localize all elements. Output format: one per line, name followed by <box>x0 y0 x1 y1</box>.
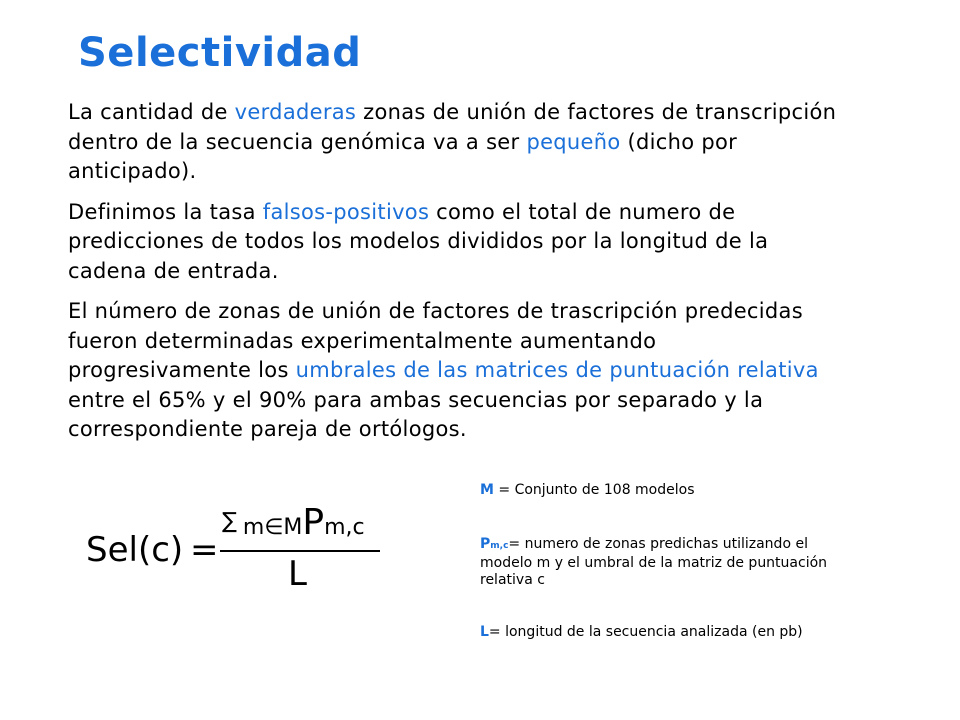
p1-highlight-verdaderas: verdaderas <box>234 100 357 124</box>
page-title: Selectividad <box>78 30 362 76</box>
p1-text-a: La cantidad de <box>68 100 235 124</box>
p3-highlight-umbrales: umbrales de las matrices de puntuación relativa <box>295 358 819 382</box>
p2-text-c: como el total de numero de predicciones de todos los modelos divididos por la longitud de la cadena de entrada. <box>68 199 769 283</box>
legend-item-m <box>480 482 860 499</box>
legend-text-l: = longitud de la secuencia analizada (en pb) <box>488 624 803 640</box>
p3-text-a: El número de zonas de unión de factores de trascripción predecidas fueron determinadas experimentalmente aumentando progresivamente los <box>68 299 803 382</box>
legend-text-m: = Conjunto de 108 modelos <box>493 482 695 498</box>
body-text <box>68 98 838 456</box>
legend-item-l <box>480 624 860 641</box>
p3-text-c: entre el 65% y el 90% para ambas secuencias por separado y la correspondiente pareja de ortólogos. <box>68 387 764 441</box>
p2-text-a: Definimos la tasa <box>68 199 263 224</box>
p2-highlight-falsos-positivos: falsos-positivos <box>262 199 430 224</box>
p1-text-c: zonas de unión de factores de transcripción dentro de la secuencia genómica va a ser <box>68 100 837 154</box>
paragraph-3 <box>68 297 838 445</box>
numerator-variable: P <box>302 502 325 543</box>
sum-symbol: ∑ <box>222 509 237 534</box>
legend-symbol-l: L <box>480 624 489 640</box>
legend-item-p <box>480 536 860 589</box>
legend-text-p: = numero de zonas predichas utilizando el modelo m y el umbral de la matriz de puntuación relativa c <box>480 536 828 588</box>
paragraph-1 <box>68 98 838 187</box>
formula-denominator: L <box>288 554 307 594</box>
selectivity-formula <box>86 500 406 600</box>
p1-text-e: (dicho por anticipado). <box>68 129 738 183</box>
sum-index: m∈M <box>242 515 303 540</box>
legend-symbol-m: M <box>480 482 494 498</box>
legend-symbol-p: P <box>480 536 491 552</box>
p1-highlight-pequeno: pequeño <box>526 129 621 154</box>
paragraph-2 <box>68 198 838 287</box>
legend-subscript-p: m,c <box>490 541 509 551</box>
formula-equals: = <box>190 530 219 570</box>
fraction-bar <box>220 550 380 552</box>
formula-numerator <box>222 502 365 543</box>
formula-lhs: Sel(c) <box>86 530 184 570</box>
numerator-subscript: m,c <box>324 515 365 540</box>
